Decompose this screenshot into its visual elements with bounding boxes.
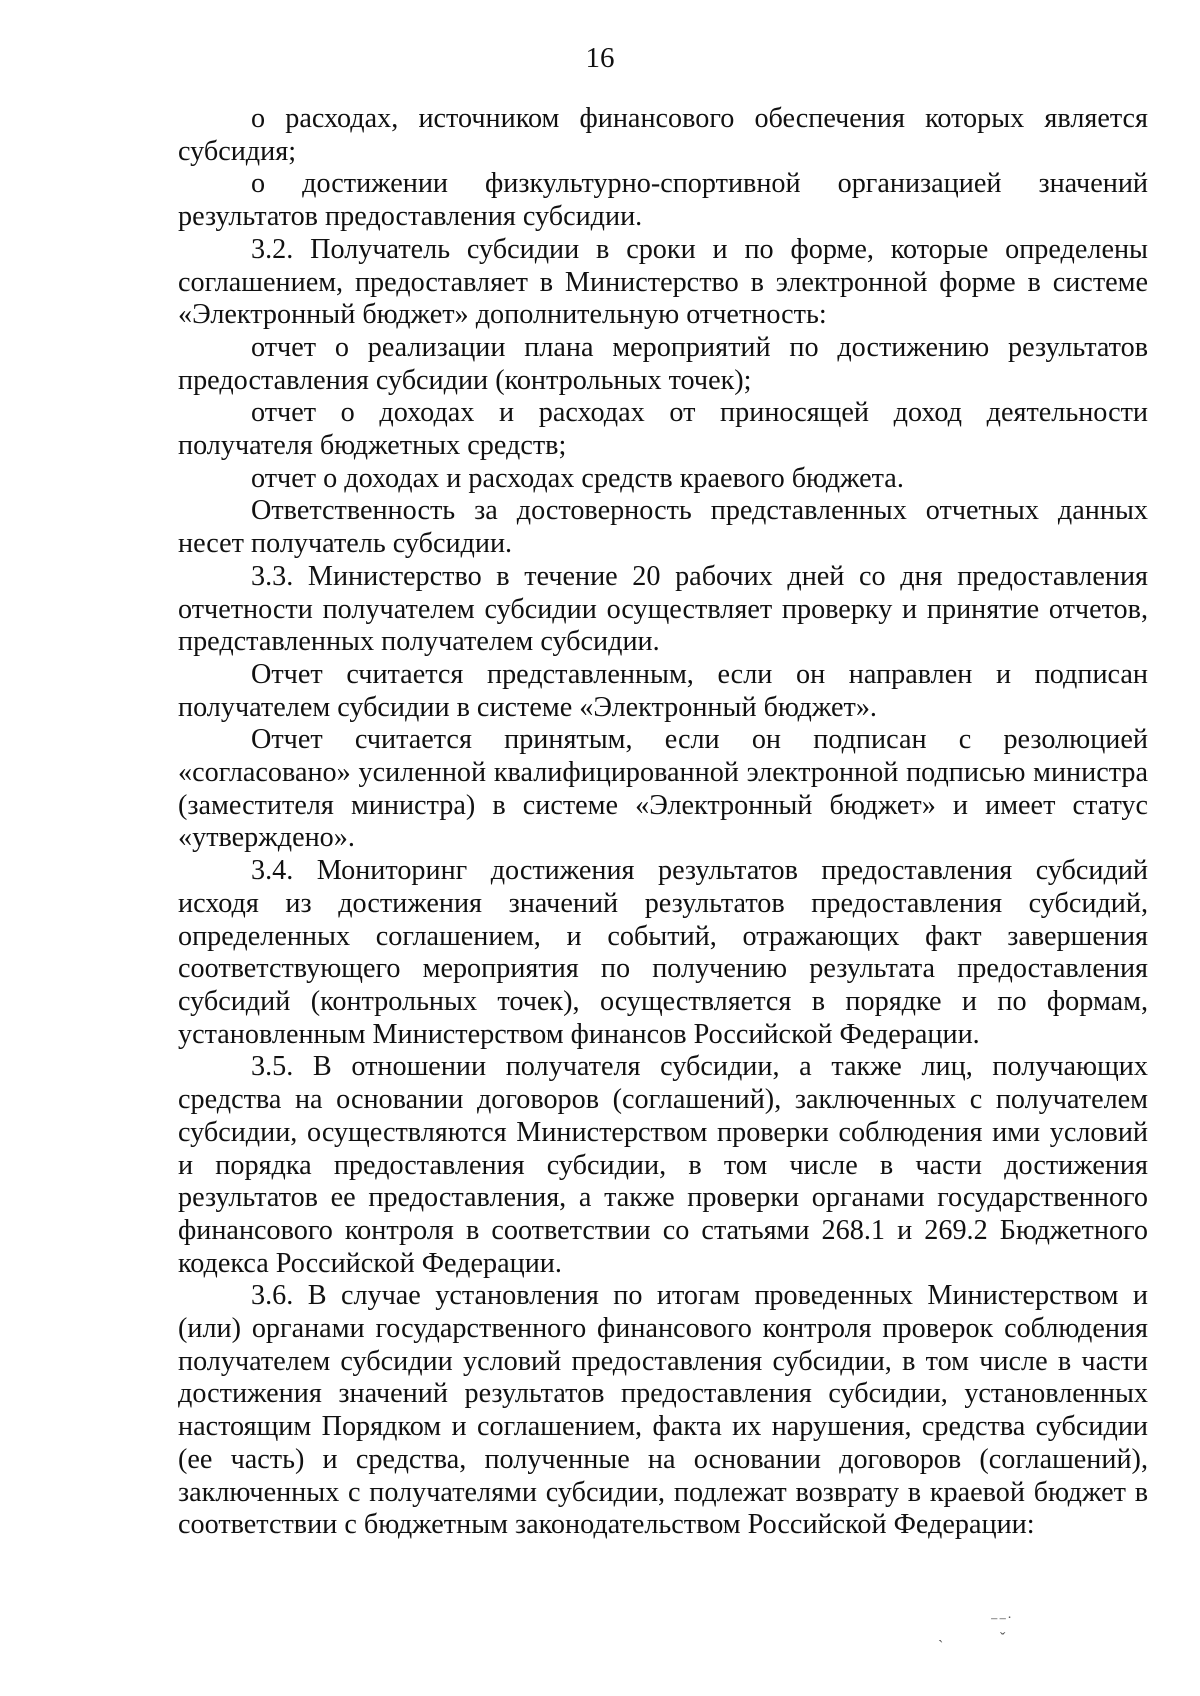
scan-mark: ˎ (938, 1626, 944, 1643)
paragraph-report-accepted: Отчет считается принятым, если он подписан с резолюцией «согласовано» усиленной квалифицированной электронной подписью министра (заместителя министра) в системе «Электронный бюджет» и имеет статус «утверждено». (178, 724, 1148, 854)
clause-3-2: 3.2. Получатель субсидии в сроки и по форме, которые определены соглашением, предоставляет в Министерство в электронной форме в системе «Электронный бюджет» дополнительную отчетность: (178, 233, 1148, 331)
paragraph-income-report: отчет о доходах и расходах от приносящей доход деятельности получателя бюджетных средств; (178, 397, 1148, 462)
page-number: 16 (585, 42, 615, 74)
paragraph-report-submitted: Отчет считается представленным, если он направлен и подписан получателем субсидии в системе «Электронный бюджет». (178, 658, 1148, 723)
clause-3-3: 3.3. Министерство в течение 20 рабочих дней со дня предоставления отчетности получателем субсидии осуществляет проверку и принятие отчетов, представленных получателем субсидии. (178, 560, 1148, 658)
paragraph-responsibility: Ответственность за достоверность представленных отчетных данных несет получатель субсидии. (178, 495, 1148, 560)
clause-3-4: 3.4. Мониторинг достижения результатов предоставления субсидий исходя из достижения значений результатов предоставления субсидий, определенных соглашением, и событий, отражающих факт завершения соответствующего мероприятия по получению результата предоставления субсидий (контрольных точек), осуществляется в порядке и по формам, установленным Министерством финансов Российской Федерации. (178, 855, 1148, 1050)
document-body (178, 103, 1148, 1542)
clause-3-5: 3.5. В отношении получателя субсидии, а также лиц, получающих средства на основании договоров (соглашений), заключенных с получателем субсидии, осуществляются Министерством проверки соблюдения ими условий и порядка предоставления субсидии, в том числе в части достижения результатов ее предоставления, а также проверки органами государственного финансового контроля в соответствии со статьями 268.1 и 269.2 Бюджетного кодекса Российской Федерации. (178, 1051, 1148, 1279)
paragraph-results-achievement: о достижении физкультурно-спортивной организацией значений результатов предоставления субсидии. (178, 168, 1148, 233)
paragraph-budget-report: отчет о доходах и расходах средств краевого бюджета. (251, 462, 904, 494)
scan-mark: ⁻⁻˙ (990, 1614, 1013, 1631)
paragraph-plan-report: отчет о реализации плана мероприятий по достижению результатов предоставления субсидии (контрольных точек); (178, 331, 1148, 396)
scan-mark: ˇ (1000, 1630, 1006, 1647)
paragraph-expenses: о расходах, источником финансового обеспечения которых является субсидия; (178, 103, 1148, 167)
clause-3-6: 3.6. В случае установления по итогам проведенных Министерством и (или) органами государственного финансового контроля проверок соблюдения получателем субсидии условий предоставления субсидии, в том числе в части достижения значений результатов предоставления субсидии, установленных настоящим Порядком и соглашением, факта их нарушения, средства субсидии (ее часть) и средства, полученные на основании договоров (соглашений), заключенных с получателями субсидии, подлежат возврату в краевой бюджет в соответствии с бюджетным законодательством Российской Федерации: (178, 1280, 1148, 1541)
